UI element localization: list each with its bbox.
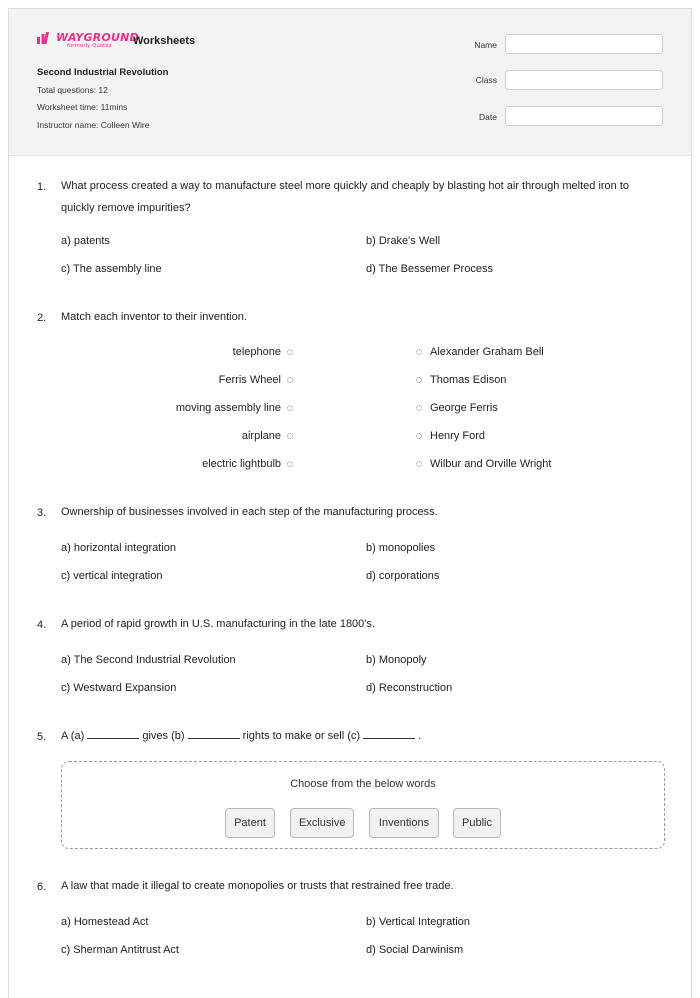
blank-text-part: rights to make or sell (c): [242, 730, 361, 742]
blank-a[interactable]: [87, 728, 139, 739]
wayground-logo-icon: [37, 32, 53, 44]
match-left-item[interactable]: [219, 374, 293, 386]
word-bank: [61, 761, 665, 849]
match-right-label: Alexander Graham Bell: [430, 346, 544, 358]
option-b[interactable]: b) monopolies: [366, 542, 436, 554]
match-left-item[interactable]: [233, 346, 293, 358]
question-number: 3.: [37, 507, 47, 519]
match-handle-icon[interactable]: [287, 377, 293, 383]
match-left-item[interactable]: [202, 458, 293, 470]
match-right-label: Thomas Edison: [430, 374, 507, 386]
option-c[interactable]: c) The assembly line: [61, 263, 162, 275]
class-label: Class: [475, 75, 497, 85]
date-label: Date: [479, 112, 497, 122]
match-right-label: Henry Ford: [430, 430, 486, 442]
worksheet-page: [8, 8, 692, 998]
match-handle-icon[interactable]: [416, 433, 422, 439]
question-text: Ownership of businesses involved in each step of the manufacturing process.: [61, 506, 438, 518]
blank-c[interactable]: [363, 728, 415, 739]
match-left-label: moving assembly line: [175, 402, 281, 414]
word-chip[interactable]: Patent: [225, 808, 275, 838]
question-number: 2.: [37, 312, 47, 324]
option-a[interactable]: a) The Second Industrial Revolution: [61, 654, 236, 666]
word-chip[interactable]: Public: [453, 808, 501, 838]
match-left-label: electric lightbulb: [202, 458, 281, 470]
match-handle-icon[interactable]: [416, 349, 422, 355]
name-label: Name: [474, 40, 497, 50]
logo-subtitle: formerly Quizizz: [67, 43, 112, 49]
option-d[interactable]: d) The Bessemer Process: [366, 263, 493, 275]
match-left-item[interactable]: [176, 402, 293, 414]
option-c[interactable]: c) vertical integration: [61, 570, 163, 582]
option-d[interactable]: d) corporations: [366, 570, 440, 582]
match-right-item[interactable]: [416, 402, 498, 414]
match-handle-icon[interactable]: [416, 461, 422, 467]
blank-text-part: .: [418, 730, 422, 742]
option-a[interactable]: a) patents: [61, 235, 110, 247]
worksheet-time: Worksheet time: 11mins: [37, 102, 128, 112]
word-bank-title: Choose from the below words: [290, 778, 436, 790]
fill-in-blank-text: [61, 725, 661, 747]
match-left-label: telephone: [232, 346, 281, 358]
question-number: 4.: [37, 619, 47, 631]
match-handle-icon[interactable]: [287, 461, 293, 467]
blank-text-part: gives (b): [142, 730, 185, 742]
match-left-item[interactable]: [242, 430, 293, 442]
match-handle-icon[interactable]: [287, 405, 293, 411]
question-number: 6.: [37, 881, 47, 893]
match-handle-icon[interactable]: [416, 377, 422, 383]
option-c[interactable]: c) Westward Expansion: [61, 682, 177, 694]
match-handle-icon[interactable]: [287, 433, 293, 439]
total-questions: Total questions: 12: [37, 85, 108, 95]
match-handle-icon[interactable]: [287, 349, 293, 355]
match-right-item[interactable]: [416, 374, 506, 386]
match-right-item[interactable]: [416, 430, 485, 442]
worksheet-title: Second Industrial Revolution: [37, 67, 169, 78]
option-b[interactable]: b) Monopoly: [366, 654, 427, 666]
blank-b[interactable]: [188, 728, 240, 739]
option-b[interactable]: b) Vertical Integration: [366, 916, 470, 928]
match-right-item[interactable]: [416, 346, 544, 358]
question-text: A period of rapid growth in U.S. manufacturing in the late 1800's.: [61, 618, 375, 630]
option-a[interactable]: a) horizontal integration: [61, 542, 176, 554]
question-text: A law that made it illegal to create monopolies or trusts that restrained free trade.: [61, 880, 454, 892]
question-text: Match each inventor to their invention.: [61, 311, 247, 323]
date-field[interactable]: [505, 106, 663, 126]
match-right-item[interactable]: [416, 458, 551, 470]
worksheets-title: Worksheets: [133, 35, 196, 47]
brand-block: [37, 31, 196, 49]
instructor-name: Instructor name: Colleen Wire: [37, 120, 150, 130]
name-field[interactable]: [505, 34, 663, 54]
match-right-label: George Ferris: [430, 402, 498, 414]
class-field[interactable]: [505, 70, 663, 90]
option-a[interactable]: a) Homestead Act: [61, 916, 149, 928]
match-handle-icon[interactable]: [416, 405, 422, 411]
word-chip[interactable]: Inventions: [369, 808, 439, 838]
match-left-label: airplane: [241, 430, 281, 442]
blank-text-part: A (a): [61, 730, 85, 742]
match-right-label: Wilbur and Orville Wright: [430, 458, 552, 470]
worksheet-header: [9, 9, 691, 156]
option-c[interactable]: c) Sherman Antitrust Act: [61, 944, 179, 956]
question-number: 1.: [37, 181, 47, 193]
match-left-label: Ferris Wheel: [218, 374, 281, 386]
option-d[interactable]: d) Reconstruction: [366, 682, 453, 694]
question-number: 5.: [37, 731, 47, 743]
logo-text: WAYGROUND: [56, 31, 139, 44]
option-d[interactable]: d) Social Darwinism: [366, 944, 464, 956]
option-b[interactable]: b) Drake's Well: [366, 235, 441, 247]
question-text: What process created a way to manufacture steel more quickly and cheaply by blasting hot air through melted iron to quickly remove impurities?: [61, 180, 630, 214]
word-chip[interactable]: Exclusive: [290, 808, 354, 838]
